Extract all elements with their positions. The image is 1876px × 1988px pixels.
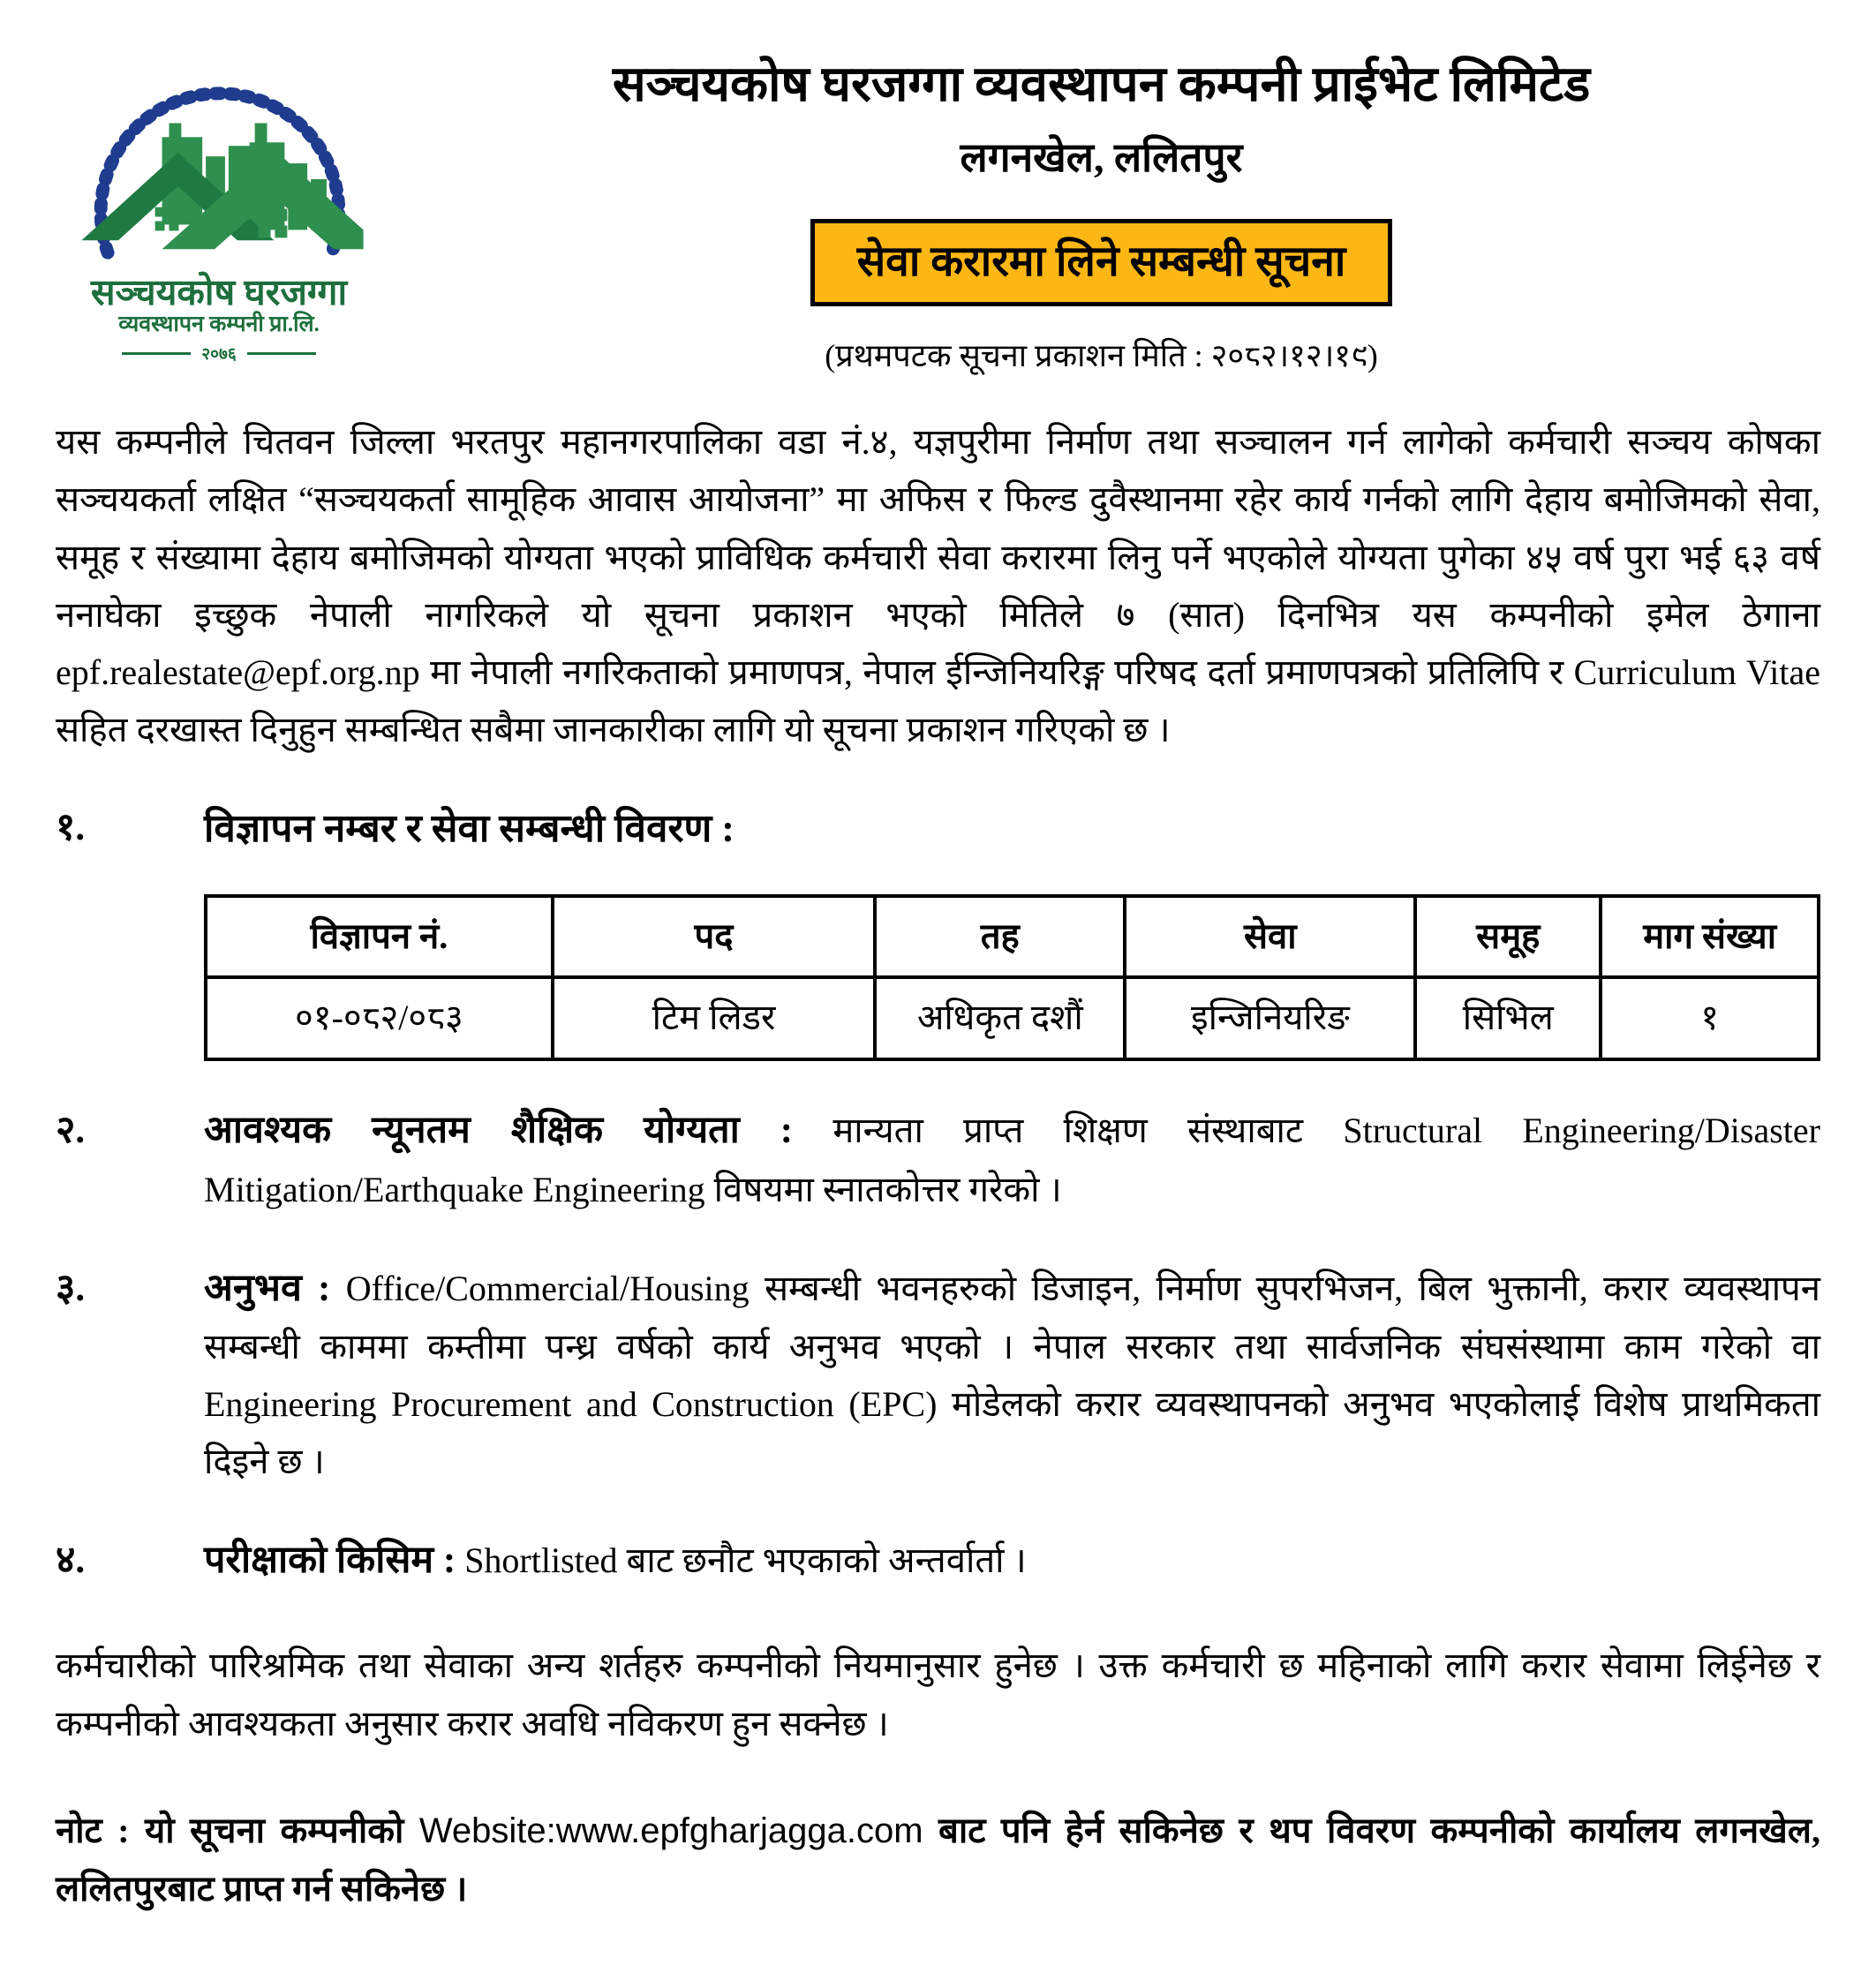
column-header-level: तह [875,896,1125,978]
cell-service: इन्जिनियरिङ [1125,977,1415,1059]
section-1-number: १. [56,807,86,849]
closing-paragraph: कर्मचारीको पारिश्रमिक तथा सेवाका अन्य शर्तहरु कम्पनीको नियमानुसार हुनेछ । उक्त कर्मचारी छ महिनाको लागि करार सेवामा लिईनेछ र कम्पनीको आवश्यकता अनुसार करार अवधि नविकरण हुन सक्नेछ । [56,1645,1820,1743]
company-logo-icon [73,69,365,272]
table-row [206,977,1819,1059]
column-header-post: पद [553,896,875,978]
logo-year-row [56,342,382,365]
section-4-body [204,1530,1820,1592]
document-header [56,37,1820,376]
section-2-number: २. [56,1110,86,1152]
company-address: लगनखेल, ललितपुर [960,135,1243,181]
footer-note-prefix: नोट : यो सूचना कम्पनीको [56,1810,419,1850]
logo-rule-left [122,352,191,355]
notice-title-banner: सेवा करारमा लिने सम्बन्धी सूचना [810,219,1393,306]
cell-ad-number: ०१-०८२/०८३ [206,977,553,1059]
vacancy-table [204,894,1820,1062]
cell-post: टिम लिडर [553,977,875,1059]
logo-rule-right [247,352,316,355]
section-3-text: Office/Commercial/Housing सम्बन्धी भवनहरुको डिजाइन, निर्माण सुपरभिजन, बिल भुक्तानी, करार व्यवस्थापन सम्बन्धी काममा कम्तीमा पन्ध्र वर्षको कार्य अनुभव भएको । नेपाल सरकार तथा सार्वजनिक संघसंस्थामा काम गरेको वा Engineering Procurement and Construction (EPC) मोडेलको करार व्यवस्थापनको अनुभव भएकोलाई विशेष प्राथमिकता दिइने छ । [204,1268,1820,1481]
publication-date-line: (प्रथमपटक सूचना प्रकाशन मिति : २०८२।१२।१९) [825,338,1378,374]
section-2-label: आवश्यक न्यूनतम शैक्षिक योग्यता : [204,1110,794,1152]
section-3-label: अनुभव : [204,1267,331,1309]
section-2-text: मान्यता प्राप्त शिक्षण संस्थाबाट Structural Engineering/Disaster Mitigation/Earthquake Engineering विषयमा स्नातकोत्तर गरेको । [204,1111,1820,1209]
logo-established-year: २०७६ [201,345,237,365]
column-header-group: समूह [1415,896,1601,978]
section-4-label: परीक्षाको किसिम : [204,1539,456,1581]
header-title-block [382,37,1820,376]
logo-company-subname: व्यवस्थापन कम्पनी प्रा.लि. [118,313,320,337]
company-website-url: Website:www.epfgharjagga.com [418,1811,923,1850]
section-4-exam-type [56,1530,1820,1592]
cell-group: सिभिल [1415,977,1601,1059]
cell-demand-count: १ [1601,977,1819,1059]
section-1-advertisement-details [56,797,1820,1061]
intro-paragraph: यस कम्पनीले चितवन जिल्ला भरतपुर महानगरपालिका वडा नं.४, यज्ञपुरीमा निर्माण तथा सञ्चालन गर्न लागेको कर्मचारी सञ्चय कोषका सञ्चयकर्ता लक्षित “सञ्चयकर्ता सामूहिक आवास आयोजना” मा अफिस र फिल्ड दुवैस्थानमा रहेर कार्य गर्नको लागि देहाय बमोजिमको सेवा, समूह र संख्यामा देहाय बमोजिमको योग्यता भएको प्राविधिक कर्मचारी सेवा करारमा लिनु पर्ने भएकोले योग्यता पुगेका ४५ वर्ष पुरा भई ६३ वर्ष ननाघेका इच्छुक नेपाली नागरिकले यो सूचना प्रकाशन भएको मितिले ७ (सात) दिनभित्र यस कम्पनीको इमेल ठेगाना epf.realestate@epf.org.np मा नेपाली नगरिकताको प्रमाणपत्र, नेपाल ईन्जिनियरिङ्ग परिषद दर्ता प्रमाणपत्रको प्रतिलिपि र Curriculum Vitae सहित दरखास्त दिनुहुन सम्बन्धित सबैमा जानकारीका लागि यो सूचना प्रकाशन गरिएको छ । [56,422,1820,750]
footer-note [56,1802,1820,1917]
vacancy-table-header-row [206,896,1819,978]
section-4-number: ४. [56,1539,86,1581]
logo-company-name: सञ्चयकोष घरजग्गा [90,272,348,313]
column-header-service: सेवा [1125,896,1415,978]
company-title: सञ्चयकोष घरजग्गा व्यवस्थापन कम्पनी प्राईभेट लिमिटेड [612,57,1591,112]
section-4-text: Shortlisted बाट छनौट भएकाको अन्तर्वार्ता । [464,1540,1027,1580]
section-3-body [204,1258,1820,1491]
section-1-body [204,797,1820,1061]
footer-note-suffix: बाट पनि हेर्न सकिनेछ र थप विवरण कम्पनीको कार्यालय लगनखेल, ललितपुरबाट प्राप्त गर्न सकिनेछ । [56,1810,1820,1909]
company-logo [56,37,382,365]
section-3-experience [56,1258,1820,1491]
cell-level: अधिकृत दशौं [875,977,1125,1059]
section-2-qualification [56,1100,1820,1218]
column-header-demand-count: माग संख्या [1601,896,1819,978]
section-1-heading: विज्ञापन नम्बर र सेवा सम्बन्धी विवरण : [204,807,735,851]
column-header-ad-number: विज्ञापन नं. [206,896,553,978]
section-3-number: ३. [56,1267,86,1309]
section-2-body [204,1100,1820,1218]
